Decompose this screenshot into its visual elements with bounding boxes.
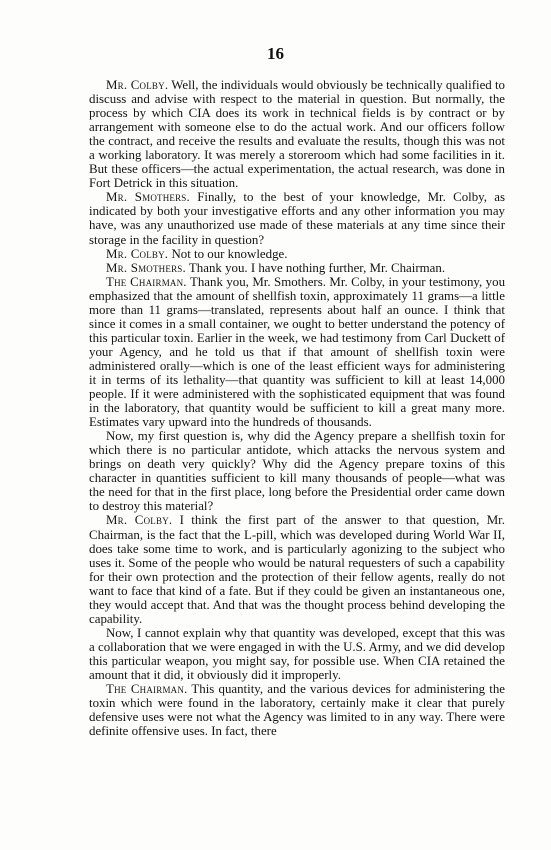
paragraph-text: Finally, to the best of your knowledge, Mr. Colby, as indicated by both your investigative efforts and any other information you may have, was any unauthorized use made of these materials at any time since their storage in the facility in question? [89,190,505,247]
paragraph-text: Well, the individuals would obviously be technically qualified to discuss and advise with respect to the material in question. But normally, the process by which CIA does its work in technical fields is by contract or by arrangement with someone else to do the actual work. And our officers follow the contract, and receive the results and evaluate the results, though this was not a working laboratory. It was merely a storeroom which had some facilities in it. But these officers—the actual experimentation, the actual research, was done in Fort Detrick in this situation. [89,78,506,191]
paragraph-text: Now, I cannot explain why that quantity was developed, except that this was a collaboration that we were engaged in with the U.S. Army, and we did develop this particular weapon, you might say, for possible use. When CIA retained the amount that it did, it obviously did it improperly. [89,625,505,682]
paragraph [89,429,505,513]
paragraph [89,78,505,190]
paragraph-text: Now, my first question is, why did the Agency prepare a shellfish toxin for which there is no particular antidote, which attacks the nervous system and brings on death very quickly? Why did the Agency prepare toxins of this character in quantities sufficient to kill many thousands of people—what was the need for that in the first place, long before the Presidential order came down to destroy this material? [89,429,505,514]
speaker-name: Mr. Smothers. [106,260,186,275]
paragraph [89,513,505,625]
speaker-name: Mr. Colby. [106,513,173,528]
speaker-name: Mr. Colby. [106,246,169,261]
paragraph [89,247,505,261]
speaker-name: Mr. Smothers. [106,190,190,205]
body-text [89,78,505,738]
paragraph-text: This quantity, and the various devices for administering the toxin which were found in the laboratory, certainly make it clear that purely defensive uses were not what the Agency was limited to in any way. There were definite offensive uses. In fact, there [89,682,505,739]
page-number: 16 [267,44,284,63]
paragraph-text: Thank you, Mr. Smothers. Mr. Colby, in your testimony, you emphasized that the amount of shellfish toxin, approximately 11 grams—a little more than 11 grams—translated, represents about half an ounce. I think that since it comes in a small container, we ought to better understand the potency of this particular toxin. Earlier in the week, we had testimony from Carl Duckett of your Agency, and he told us that if that amount of shellfish toxin were administered orally—which is one of the least efficient ways for administering it in terms of its lethality—that quantity was sufficient to kill at least 14,000 people. If it were administered with the sophisticated equipment that was found in the laboratory, that quantity would be sufficient to kill a great many more. Estimates vary upward into the hundreds of thousands. [89,274,506,430]
paragraph-text: Not to our knowledge. [168,246,288,261]
paragraph-text: I think the first part of the answer to that question, Mr. Chairman, is the fact that the L-pill, which was developed during World War II, does take some time to work, and is particularly agonizing to the subject who uses it. Some of the people who would be natural requesters of such a capability for their own protection and the protection of their fellow agents, really do not want to face that kind of a fate. But if they could be given an instantaneous one, they would accept that. And that was the thought process behind developing the capability. [89,513,505,626]
paragraph [89,275,505,430]
paragraph [89,261,505,275]
speaker-name: The Chairman. [106,274,187,289]
paragraph-text: Thank you. I have nothing further, Mr. Chairman. [185,260,446,275]
paragraph [89,626,505,682]
speaker-name: Mr. Colby. [106,78,169,92]
speaker-name: The Chairman. [106,682,188,697]
paragraph [89,682,505,738]
paragraph [89,190,505,246]
